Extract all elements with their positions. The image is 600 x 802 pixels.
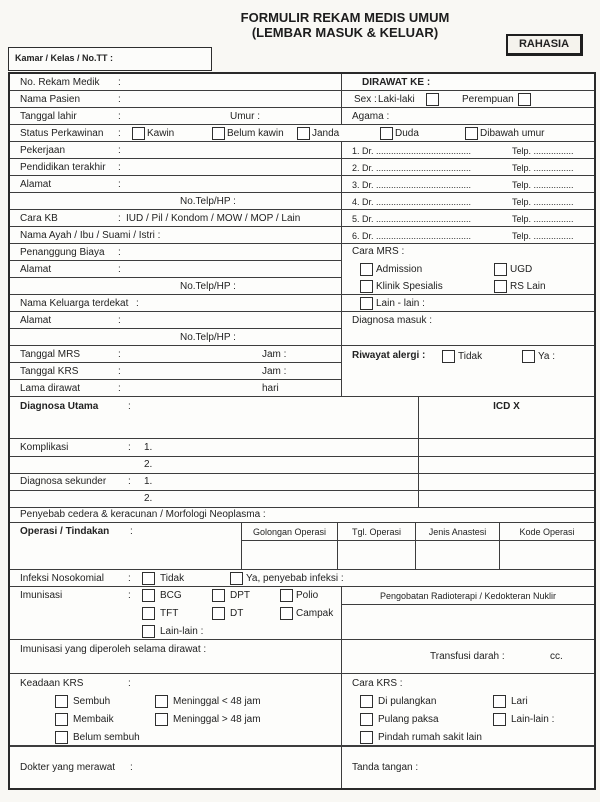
cara-krs-label: Cara KRS : bbox=[352, 678, 403, 689]
colon: : bbox=[128, 442, 131, 453]
cara-mrs-label: Cara MRS : bbox=[352, 246, 405, 257]
icd-cell bbox=[419, 491, 594, 508]
option-alergi-ya: Ya : bbox=[538, 351, 556, 362]
colon: : bbox=[118, 383, 121, 394]
option-tft: TFT bbox=[160, 608, 179, 619]
field-status-perkawinan bbox=[10, 125, 594, 142]
form-title-line1: FORMULIR REKAM MEDIS UMUM bbox=[240, 10, 450, 25]
field-penyebab-cedera bbox=[10, 508, 594, 523]
checkbox-duda[interactable] bbox=[380, 127, 393, 140]
field-tanggal-mrs bbox=[10, 346, 342, 363]
doctor-line: 2. Dr. ...................................... bbox=[352, 163, 472, 173]
checkbox-alergi-tidak[interactable] bbox=[442, 350, 455, 363]
checkbox-dt[interactable] bbox=[212, 607, 225, 620]
doctor-row-2 bbox=[342, 159, 594, 176]
colon: : bbox=[118, 315, 121, 326]
checkbox-klinik-spesialis[interactable] bbox=[360, 280, 373, 293]
field-transfusi-darah bbox=[342, 640, 594, 674]
option-polio: Polio bbox=[296, 590, 319, 601]
field-agama bbox=[342, 108, 594, 125]
option-alergi-tidak: Tidak bbox=[458, 351, 483, 362]
operasi-cell-tgl bbox=[338, 541, 416, 570]
checkbox-infeksi-tidak[interactable] bbox=[142, 572, 155, 585]
sex-female-label: Perempuan bbox=[462, 94, 514, 105]
operasi-cell-kode bbox=[500, 541, 594, 570]
cara-kb-options: IUD / Pil / Kondom / MOW / MOP / Lain bbox=[126, 213, 301, 224]
room-class-bed-box bbox=[8, 47, 212, 71]
field-telp-3 bbox=[10, 329, 342, 346]
sex-male-label: Laki-laki bbox=[378, 94, 415, 105]
field-diagnosa-sekunder-1 bbox=[10, 474, 419, 491]
section-keadaan-krs bbox=[10, 674, 342, 746]
room-class-bed-label: Kamar / Kelas / No.TT : bbox=[15, 53, 114, 63]
doctor-row-1 bbox=[342, 142, 594, 159]
field-imunisasi-selama-dirawat bbox=[10, 640, 342, 674]
section-cara-krs bbox=[342, 674, 594, 746]
field-penanggung-biaya bbox=[10, 244, 342, 261]
telp-label: No.Telp/HP : bbox=[180, 281, 236, 292]
penyebab-cedera-label: Penyebab cedera & keracunan / Morfologi Neoplasma : bbox=[20, 509, 266, 520]
diagnosa-sekunder-label: Diagnosa sekunder bbox=[20, 476, 107, 487]
checkbox-alergi-ya[interactable] bbox=[522, 350, 535, 363]
form-title bbox=[150, 10, 540, 40]
imunisasi-label: Imunisasi bbox=[20, 590, 63, 601]
field-komplikasi-2 bbox=[10, 457, 419, 474]
option-dipulangkan: Di pulangkan bbox=[378, 696, 437, 707]
option-ugd: UGD bbox=[510, 264, 533, 275]
telp-label: No.Telp/HP : bbox=[180, 196, 236, 207]
colon: : bbox=[128, 678, 131, 689]
lama-dirawat-label: Lama dirawat bbox=[20, 383, 81, 394]
colon: : bbox=[118, 213, 121, 224]
checkbox-tft[interactable] bbox=[142, 607, 155, 620]
colon: : bbox=[118, 349, 121, 360]
option-rs-lain: RS Lain bbox=[510, 281, 546, 292]
checkbox-sex-female[interactable] bbox=[518, 93, 531, 106]
field-mrs-lain-lain bbox=[342, 295, 594, 312]
field-nama-pasien bbox=[10, 91, 342, 108]
doctor-row-5 bbox=[342, 210, 594, 227]
doctor-line: 3. Dr. ...................................... bbox=[352, 180, 472, 190]
item-number: 1. bbox=[144, 442, 153, 453]
confidential-stamp: RAHASIA bbox=[506, 34, 583, 56]
alamat-label: Alamat bbox=[20, 315, 52, 326]
checkbox-sex-male[interactable] bbox=[426, 93, 439, 106]
colon: : bbox=[118, 264, 121, 275]
checkbox-ugd[interactable] bbox=[494, 263, 507, 276]
colon: : bbox=[118, 128, 121, 139]
hari-label: hari bbox=[262, 383, 279, 394]
option-klinik-spesialis: Klinik Spesialis bbox=[376, 281, 443, 292]
colon: : bbox=[118, 111, 121, 122]
field-lama-dirawat bbox=[10, 380, 342, 397]
doctor-line: 6. Dr. ...................................... bbox=[352, 231, 472, 241]
checkbox-janda[interactable] bbox=[297, 127, 310, 140]
operasi-tindakan-label: Operasi / Tindakan bbox=[20, 526, 110, 537]
agama-label: Agama : bbox=[352, 111, 390, 122]
field-alamat-2 bbox=[10, 261, 342, 278]
tanggal-lahir-label: Tanggal lahir bbox=[20, 111, 77, 122]
colon: : bbox=[118, 247, 121, 258]
option-bcg: BCG bbox=[160, 590, 182, 601]
infeksi-label: Infeksi Nosokomial bbox=[20, 573, 104, 584]
field-nama-keluarga bbox=[10, 295, 342, 312]
form-title-line2: (LEMBAR MASUK & KELUAR) bbox=[251, 25, 439, 40]
radioterapi-cell bbox=[342, 605, 594, 640]
doctor-telp: Telp. ................ bbox=[512, 180, 574, 190]
field-dokter-merawat bbox=[10, 746, 342, 788]
colon: : bbox=[136, 298, 139, 309]
colon: : bbox=[130, 762, 133, 773]
item-number: 2. bbox=[144, 493, 153, 504]
field-operasi-tindakan bbox=[10, 523, 242, 570]
dirawat-ke-label: DIRAWAT KE : bbox=[362, 77, 431, 88]
field-no-rekam-medik bbox=[10, 74, 342, 91]
umur-label: Umur : bbox=[230, 111, 260, 122]
colon: : bbox=[118, 145, 121, 156]
field-alamat-3 bbox=[10, 312, 342, 329]
doctor-line: 5. Dr. ...................................... bbox=[352, 214, 472, 224]
field-diagnosa-utama bbox=[10, 397, 419, 439]
doctor-telp: Telp. ................ bbox=[512, 163, 574, 173]
cara-kb-label: Cara KB bbox=[20, 213, 58, 224]
colon: : bbox=[118, 94, 121, 105]
option-infeksi-ya: Ya, penyebab infeksi : bbox=[246, 573, 344, 584]
field-pendidikan bbox=[10, 159, 342, 176]
field-dirawat-ke bbox=[342, 74, 594, 91]
nama-ayah-label: Nama Ayah / Ibu / Suami / Istri : bbox=[20, 230, 161, 241]
field-diagnosa-masuk bbox=[342, 312, 594, 346]
tanda-tangan-label: Tanda tangan : bbox=[352, 762, 419, 773]
checkbox-dipulangkan[interactable] bbox=[360, 695, 373, 708]
riwayat-alergi-label: Riwayat alergi : bbox=[352, 350, 426, 361]
form-table bbox=[8, 72, 596, 790]
penanggung-biaya-label: Penanggung Biaya bbox=[20, 247, 105, 258]
field-sex bbox=[342, 91, 594, 108]
option-duda: Duda bbox=[395, 128, 419, 139]
dokter-merawat-label: Dokter yang merawat bbox=[20, 762, 116, 773]
option-imunisasi-lain: Lain-lain : bbox=[160, 626, 204, 637]
option-pulang-paksa: Pulang paksa bbox=[378, 714, 439, 725]
field-pekerjaan bbox=[10, 142, 342, 159]
option-lari: Lari bbox=[511, 696, 528, 707]
option-membaik: Membaik bbox=[73, 714, 114, 725]
pendidikan-label: Pendidikan terakhir bbox=[20, 162, 106, 173]
jam-label: Jam : bbox=[262, 349, 287, 360]
section-cara-mrs bbox=[342, 244, 594, 295]
icd-cell bbox=[419, 474, 594, 491]
checkbox-lari[interactable] bbox=[493, 695, 506, 708]
checkbox-pulang-paksa[interactable] bbox=[360, 713, 373, 726]
field-diagnosa-sekunder-2 bbox=[10, 491, 419, 508]
doctor-telp: Telp. ................ bbox=[512, 197, 574, 207]
colon: : bbox=[128, 401, 131, 412]
field-tanggal-lahir bbox=[10, 108, 342, 125]
option-sembuh: Sembuh bbox=[73, 696, 111, 707]
field-nama-ayah bbox=[10, 227, 342, 244]
diagnosa-utama-label: Diagnosa Utama bbox=[20, 401, 99, 412]
checkbox-infeksi-ya[interactable] bbox=[230, 572, 243, 585]
operasi-header-anastesi: Jenis Anastesi bbox=[416, 523, 500, 541]
option-mrs-lain-lain: Lain - lain : bbox=[376, 298, 425, 309]
colon: : bbox=[128, 476, 131, 487]
field-imunisasi bbox=[10, 587, 342, 640]
operasi-header-golongan: Golongan Operasi bbox=[242, 523, 338, 541]
checkbox-rs-lain[interactable] bbox=[494, 280, 507, 293]
checkbox-belum-sembuh[interactable] bbox=[55, 731, 68, 744]
item-number: 2. bbox=[144, 459, 153, 470]
option-meninggal-kurang-48: Meninggal < 48 jam bbox=[173, 696, 261, 707]
pekerjaan-label: Pekerjaan bbox=[20, 145, 66, 156]
colon: : bbox=[118, 162, 121, 173]
colon: : bbox=[128, 590, 131, 601]
operasi-header-kode: Kode Operasi bbox=[500, 523, 594, 541]
transfusi-darah-label: Transfusi darah : bbox=[430, 651, 505, 662]
imunisasi-selama-label: Imunisasi yang diperoleh selama dirawat : bbox=[20, 644, 207, 655]
jam-label: Jam : bbox=[262, 366, 287, 377]
field-telp-1 bbox=[10, 193, 342, 210]
keadaan-krs-label: Keadaan KRS bbox=[20, 678, 84, 689]
alamat-label: Alamat bbox=[20, 179, 52, 190]
checkbox-imunisasi-lain[interactable] bbox=[142, 625, 155, 638]
no-rekam-medik-label: No. Rekam Medik bbox=[20, 77, 100, 88]
field-telp-2 bbox=[10, 278, 342, 295]
doctor-row-3 bbox=[342, 176, 594, 193]
doctor-telp: Telp. ................ bbox=[512, 146, 574, 156]
option-campak: Campak bbox=[296, 608, 334, 619]
alamat-label: Alamat bbox=[20, 264, 52, 275]
telp-label: No.Telp/HP : bbox=[180, 332, 236, 343]
option-admission: Admission bbox=[376, 264, 423, 275]
doctor-telp: Telp. ................ bbox=[512, 214, 574, 224]
field-cara-kb bbox=[10, 210, 342, 227]
checkbox-meninggal-lebih-48[interactable] bbox=[155, 713, 168, 726]
colon: : bbox=[128, 573, 131, 584]
checkbox-sembuh[interactable] bbox=[55, 695, 68, 708]
option-dt: DT bbox=[230, 608, 244, 619]
sex-label: Sex : bbox=[354, 94, 377, 105]
doctor-line: 4. Dr. ...................................... bbox=[352, 197, 472, 207]
option-belum-kawin: Belum kawin bbox=[227, 128, 284, 139]
checkbox-kawin[interactable] bbox=[132, 127, 145, 140]
option-pindah-rs: Pindah rumah sakit lain bbox=[378, 732, 482, 743]
tanggal-mrs-label: Tanggal MRS bbox=[20, 349, 81, 360]
option-kawin: Kawin bbox=[147, 128, 175, 139]
field-komplikasi-1 bbox=[10, 439, 419, 457]
option-dpt: DPT bbox=[230, 590, 250, 601]
option-infeksi-tidak: Tidak bbox=[160, 573, 185, 584]
checkbox-admission[interactable] bbox=[360, 263, 373, 276]
status-perkawinan-label: Status Perkawinan bbox=[20, 128, 104, 139]
doctor-line: 1. Dr. ...................................... bbox=[352, 146, 472, 156]
checkbox-meninggal-kurang-48[interactable] bbox=[155, 695, 168, 708]
icd-cell bbox=[419, 457, 594, 474]
checkbox-membaik[interactable] bbox=[55, 713, 68, 726]
field-alamat-1 bbox=[10, 176, 342, 193]
icd-x-label: ICD X bbox=[493, 401, 520, 412]
operasi-cell-anastesi bbox=[416, 541, 500, 570]
doctor-row-4 bbox=[342, 193, 594, 210]
nama-pasien-label: Nama Pasien bbox=[20, 94, 81, 105]
field-tanda-tangan bbox=[342, 746, 594, 788]
colon: : bbox=[118, 366, 121, 377]
field-tanggal-krs bbox=[10, 363, 342, 380]
option-belum-sembuh: Belum sembuh bbox=[73, 732, 140, 743]
radioterapi-header: Pengobatan Radioterapi / Kedokteran Nuklir bbox=[342, 587, 594, 605]
checkbox-pindah-rs[interactable] bbox=[360, 731, 373, 744]
diagnosa-masuk-label: Diagnosa masuk : bbox=[352, 315, 433, 326]
option-meninggal-lebih-48: Meninggal > 48 jam bbox=[173, 714, 261, 725]
checkbox-campak[interactable] bbox=[280, 607, 293, 620]
colon: : bbox=[118, 77, 121, 88]
nama-keluarga-label: Nama Keluarga terdekat bbox=[20, 298, 129, 309]
field-infeksi-nosokomial bbox=[10, 570, 594, 587]
operasi-cell-golongan bbox=[242, 541, 338, 570]
checkbox-dibawah-umur[interactable] bbox=[465, 127, 478, 140]
doctor-row-6 bbox=[342, 227, 594, 244]
option-janda: Janda bbox=[312, 128, 340, 139]
field-riwayat-alergi bbox=[342, 346, 594, 397]
cc-label: cc. bbox=[550, 651, 563, 662]
komplikasi-label: Komplikasi bbox=[20, 442, 69, 453]
checkbox-dpt[interactable] bbox=[212, 589, 225, 602]
colon: : bbox=[130, 526, 133, 537]
tanggal-krs-label: Tanggal KRS bbox=[20, 366, 79, 377]
checkbox-polio[interactable] bbox=[280, 589, 293, 602]
operasi-header-tgl: Tgl. Operasi bbox=[338, 523, 416, 541]
checkbox-bcg[interactable] bbox=[142, 589, 155, 602]
option-dibawah-umur: Dibawah umur bbox=[480, 128, 545, 139]
option-krs-lain-lain: Lain-lain : bbox=[511, 714, 555, 725]
doctor-telp: Telp. ................ bbox=[512, 231, 574, 241]
colon: : bbox=[118, 179, 121, 190]
icd-column-header bbox=[419, 397, 594, 439]
item-number: 1. bbox=[144, 476, 153, 487]
checkbox-mrs-lain-lain[interactable] bbox=[360, 297, 373, 310]
icd-cell bbox=[419, 439, 594, 457]
checkbox-krs-lain-lain[interactable] bbox=[493, 713, 506, 726]
checkbox-belum-kawin[interactable] bbox=[212, 127, 225, 140]
